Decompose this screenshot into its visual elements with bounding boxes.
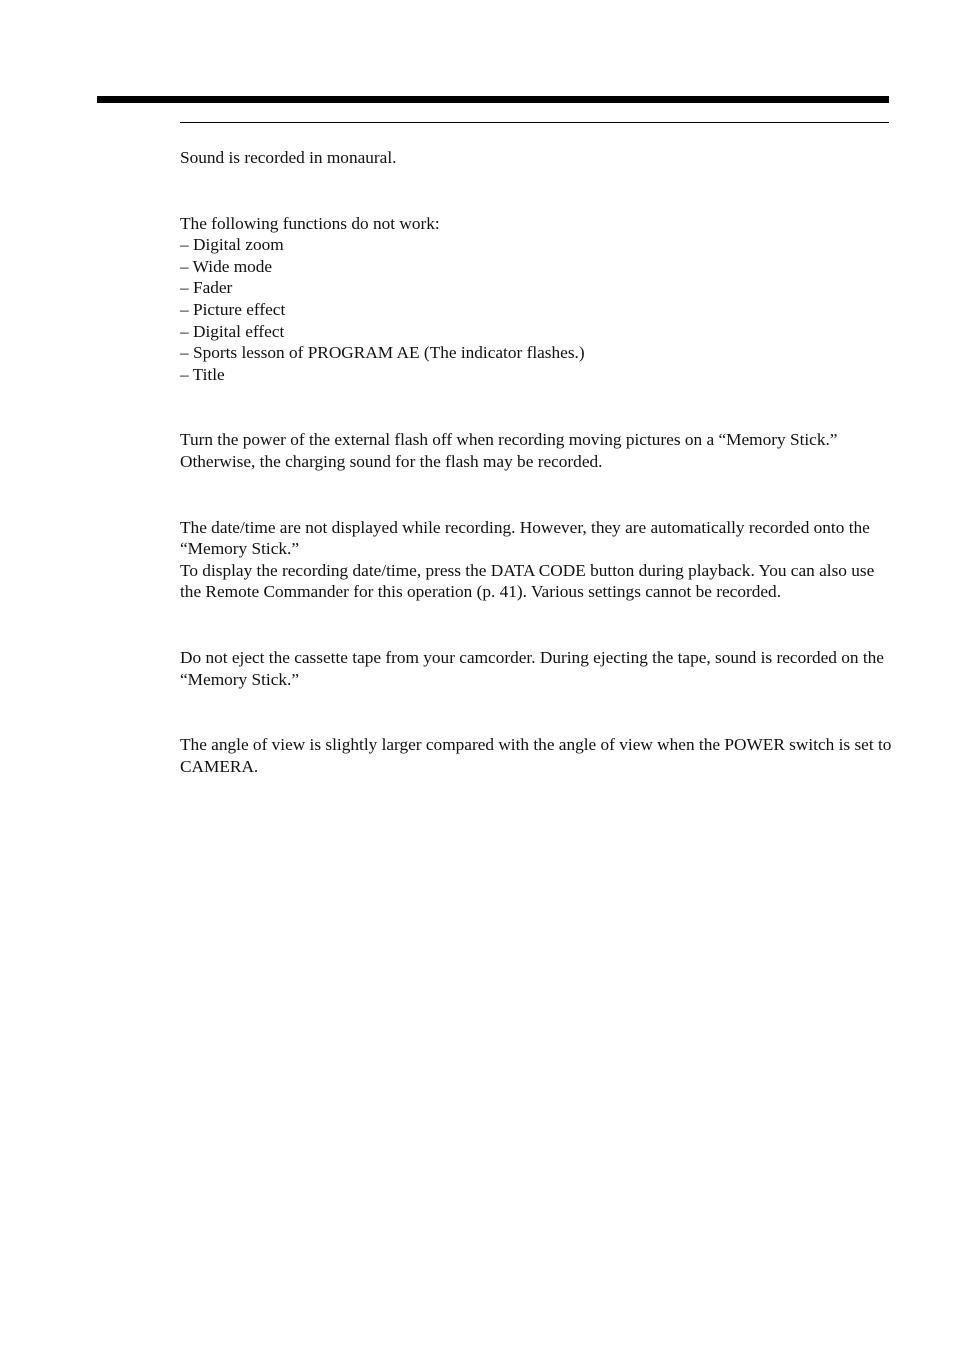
list-item: – Picture effect (180, 299, 286, 319)
header-thin-rule (180, 122, 889, 123)
list-item: – Title (180, 364, 225, 384)
unavailable-functions-list (180, 234, 892, 385)
note-angle-of-view (180, 734, 892, 777)
page-content (180, 147, 892, 821)
list-item: – Digital effect (180, 321, 285, 341)
note-external-flash (180, 429, 892, 472)
list-item: – Sports lesson of PROGRAM AE (The indicator flashes.) (180, 343, 585, 363)
note-cassette-eject (180, 647, 892, 690)
paragraph-text: The following functions do not work: (180, 213, 440, 233)
paragraph-text: The angle of view is slightly larger compared with the angle of view when the POWER switch is set to CAMERA. (180, 735, 892, 776)
paragraph-text: To display the recording date/time, press the DATA CODE button during playback. You can also use the Remote Commander for this operation (p. 41). Various settings cannot be recorded. (180, 560, 875, 602)
paragraph-text: Sound is recorded in monaural. (180, 148, 397, 167)
note-unavailable-functions (180, 213, 892, 386)
note-date-time (180, 517, 892, 603)
list-item: – Digital zoom (180, 235, 284, 255)
paragraph-text: Do not eject the cassette tape from your camcorder. During ejecting the tape, sound is recorded on the “Memory Stick.” (180, 647, 884, 689)
list-item: – Wide mode (180, 256, 273, 276)
header-thick-rule (97, 96, 889, 103)
list-item: – Fader (180, 278, 233, 298)
note-monaural-sound (180, 147, 892, 169)
paragraph-text: Turn the power of the external flash off when recording moving pictures on a “Memory Stick.” Otherwise, the charging sound for the flash may be recorded. (180, 430, 838, 471)
paragraph-text: The date/time are not displayed while recording. However, they are automatically recorded onto the “Memory Stick.” (180, 517, 870, 559)
